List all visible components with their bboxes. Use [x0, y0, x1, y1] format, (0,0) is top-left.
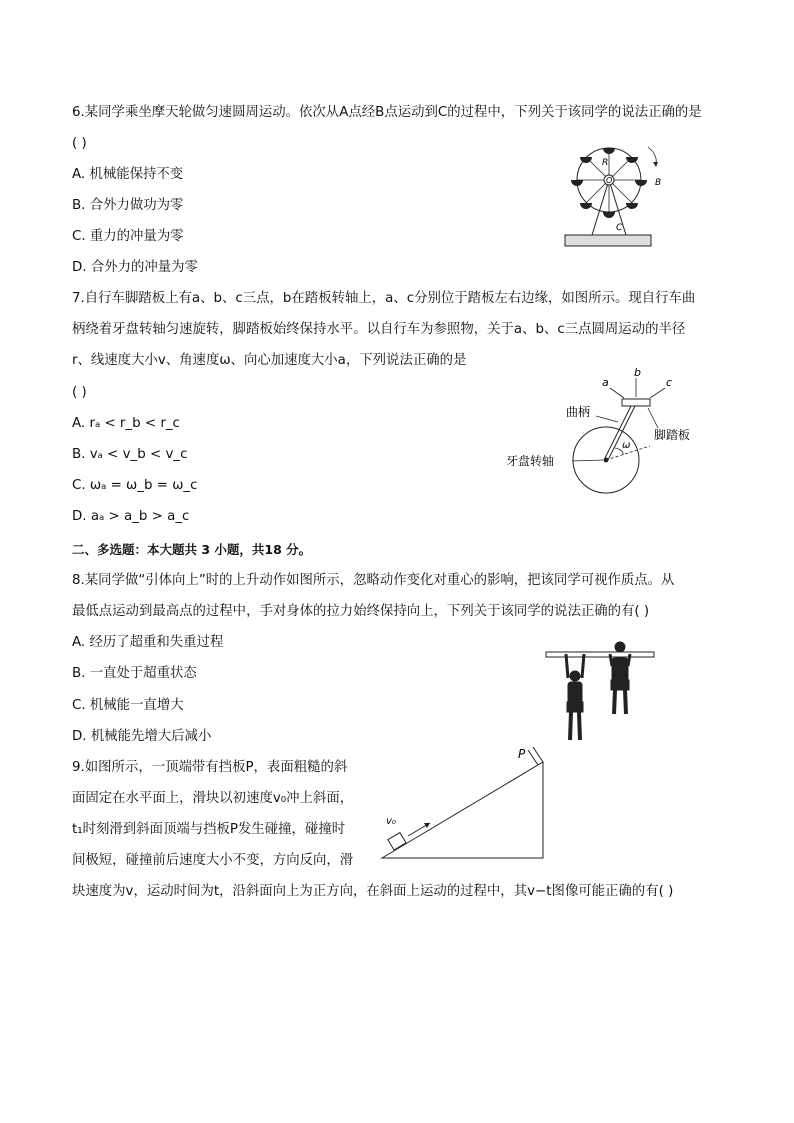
q8-option-a: A. 经历了超重和失重过程: [72, 635, 224, 650]
q8-option-b: B. 一直处于超重状态: [72, 666, 197, 681]
label-a: a: [602, 376, 609, 389]
q7-stem-line-1: 7.自行车脚踏板上有a、b、c三点，b在踏板转轴上，a、c分别位于踏板左右边缘，如图所示。现自行车曲: [72, 291, 696, 306]
label-crank: 曲柄: [566, 405, 591, 419]
q9-stem-line-1: 9.如图所示，一顶端带有挡板P，表面粗糙的斜: [72, 760, 348, 775]
label-omega: ω: [622, 440, 631, 451]
ferris-wheel-figure: [560, 135, 680, 251]
label-axle: 牙盘转轴: [506, 454, 555, 468]
bicycle-pedal-figure: [500, 364, 710, 494]
label-p: P: [518, 747, 526, 761]
q8-option-c: C. 机械能一直增大: [72, 698, 184, 713]
label-b: B: [655, 178, 662, 188]
label-c: c: [666, 376, 673, 389]
q6-option-d: D. 合外力的冲量为零: [72, 260, 198, 275]
section-heading: 二、多选题：本大题共 3 小题，共18 分。: [72, 542, 312, 557]
q8-stem-line-2: 最低点运动到最高点的过程中，手对身体的拉力始终保持向上，下列关于该同学的说法正确的有( ): [72, 604, 650, 619]
q8-stem-line-1: 8.某同学做“引体向上”时的上升动作如图所示，忽略动作变化对重心的影响，把该同学可视作质点。从: [72, 573, 675, 588]
q7-answer-paren: ( ): [72, 385, 87, 400]
label-b: b: [634, 366, 641, 379]
q7-option-b: B. vₐ < v_b < v_c: [72, 447, 188, 462]
q7-option-a: A. rₐ < r_b < r_c: [72, 416, 180, 431]
label-v0: v₀: [386, 816, 396, 827]
q9-stem-line-2: 面固定在水平面上，滑块以初速度v₀冲上斜面，: [72, 791, 354, 806]
q6-option-a: A. 机械能保持不变: [72, 167, 184, 182]
q7-stem-line-2: 柄绕着牙盘转轴匀速旋转，脚踏板始终保持水平。以自行车为参照物，关于a、b、c三点圆周运动的半径: [72, 322, 686, 337]
q6-option-b: B. 合外力做功为零: [72, 198, 184, 213]
label-pedal: 脚踏板: [654, 428, 691, 442]
q6-option-c: C. 重力的冲量为零: [72, 229, 184, 244]
label-r: R: [602, 158, 609, 168]
q9-stem-line-4: 间极短，碰撞前后速度大小不变，方向反向，滑: [72, 853, 354, 868]
q7-stem-line-3: r、线速度大小v、角速度ω、向心加速度大小a，下列说法正确的是: [72, 353, 467, 368]
q7-option-d: D. aₐ > a_b > a_c: [72, 509, 190, 524]
incline-figure: [378, 742, 548, 862]
q9-stem-line-3: t₁时刻滑到斜面顶端与挡板P发生碰撞，碰撞时: [72, 822, 346, 837]
pull-up-figure: [544, 636, 656, 748]
q9-stem-line-5: 块速度为v，运动时间为t，沿斜面向上为正方向，在斜面上运动的过程中，其v−t图像可能正确的有( ): [72, 884, 674, 899]
label-c: C: [616, 223, 623, 233]
q6-stem: 6.某同学乘坐摩天轮做匀速圆周运动。依次从A点经B点运动到C的过程中，下列关于该同学的说法正确的是: [72, 105, 702, 120]
label-o: O: [606, 176, 613, 185]
q6-answer-paren: ( ): [72, 136, 87, 151]
q8-option-d: D. 机械能先增大后减小: [72, 729, 212, 744]
q7-option-c: C. ωₐ = ω_b = ω_c: [72, 478, 198, 493]
